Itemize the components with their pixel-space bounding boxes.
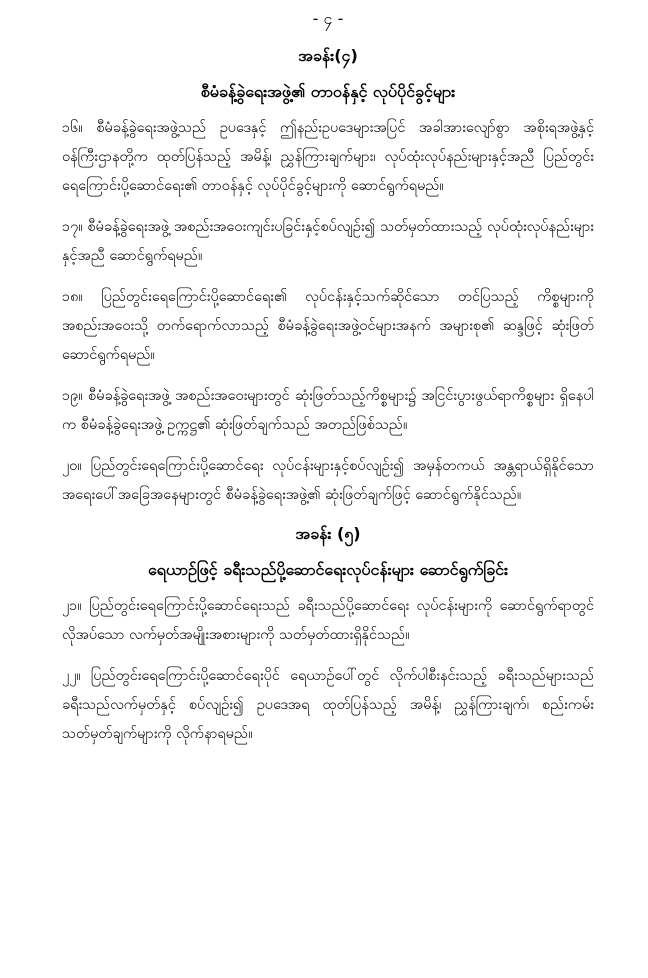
chapter-heading: အခန်း (၅) bbox=[295, 524, 361, 543]
paragraph-18: ၁၈။ ပြည်တွင်းရေကြောင်းပို့ဆောင်ရေး၏ လုပ်ငန်းနှင့်သက်ဆိုင်သော တင်ပြသည့် ကိစ္စများကို အစည်းအဝေးသို့ တက်ရောက်လာသည့် စီမံခန့်ခွဲရေးအဖွဲ့ဝင်များအနက် အများစု၏ ဆန္ဒဖြင့် ဆုံးဖြတ်ဆောင်ရွက်ရမည်။ bbox=[62, 289, 594, 363]
chapter-4 bbox=[62, 44, 594, 510]
chapter-5 bbox=[62, 522, 594, 749]
paragraph-16: ၁၆။ စီမံခန့်ခွဲရေးအဖွဲ့သည် ဥပဒေနှင့် ဤနည်းဥပဒေများအပြင် အခါအားလျော်စွာ အစိုးရအဖွဲ့နှင့် ဝန်ကြီးဌာနတို့က ထုတ်ပြန်သည့် အမိန့်၊ ညွှန်ကြားချက်များ၊ လုပ်ထုံးလုပ်နည်းများနှင့်အညီ ပြည်တွင်းရေကြောင်းပို့ဆောင်ရေး၏ တာဝန်နှင့် လုပ်ပိုင်ခွင့်များကို ဆောင်ရွက်ရမည်။ bbox=[62, 120, 594, 194]
paragraph-20: ၂၀။ ပြည်တွင်းရေကြောင်းပို့ဆောင်ရေး လုပ်ငန်းများနှင့်စပ်လျဉ်း၍ အမှန်တကယ် အန္တရာယ်ရှိနိုင်သော အရေးပေါ်အခြေအနေများတွင် စီမံခန့်ခွဲရေးအဖွဲ့၏ ဆုံးဖြတ်ချက်ဖြင့် ဆောင်ရွက်နိုင်သည်။ bbox=[62, 458, 594, 503]
chapter-title: ရေယာဉ်ဖြင့် ခရီးသည်ပို့ဆောင်ရေးလုပ်ငန်းများ ဆောင်ရွက်ခြင်း bbox=[147, 560, 509, 579]
page-number: - ၄ - bbox=[312, 9, 344, 28]
chapter-title: စီမံခန့်ခွဲရေးအဖွဲ့၏ တာဝန်နှင့် လုပ်ပိုင်ခွင့်များ bbox=[200, 82, 456, 101]
paragraph-17: ၁၇။ စီမံခန့်ခွဲရေးအဖွဲ့ အစည်းအဝေးကျင်းပခြင်းနှင့်စပ်လျဉ်း၍ သတ်မှတ်ထားသည့် လုပ်ထုံးလုပ်နည်းများနှင့်အညီ ဆောင်ရွက်ရမည်။ bbox=[62, 219, 594, 264]
paragraph-21: ၂၁။ ပြည်တွင်းရေကြောင်းပို့ဆောင်ရေးသည် ခရီးသည်ပို့ဆောင်ရေး လုပ်ငန်းများကို ဆောင်ရွက်ရာတွင် လိုအပ်သော လက်မှတ်အမျိုးအစားများကို သတ်မှတ်ထားရှိနိုင်သည်။ bbox=[62, 598, 594, 643]
paragraph-19: ၁၉။ စီမံခန့်ခွဲရေးအဖွဲ့ အစည်းအဝေးများတွင် ဆုံးဖြတ်သည့်ကိစ္စများ၌ အငြင်းပွားဖွယ်ရာကိစ္စများ ရှိနေပါက စီမံခန့်ခွဲရေးအဖွဲ့ ဥက္ကဋ္ဌ၏ ဆုံးဖြတ်ချက်သည် အတည်ဖြစ်သည်။ bbox=[62, 388, 594, 433]
chapter-heading: အခန်း(၄) bbox=[298, 46, 358, 65]
paragraph-22: ၂၂။ ပြည်တွင်းရေကြောင်းပို့ဆောင်ရေးပိုင် ရေယာဉ်ပေါ်တွင် လိုက်ပါစီးနင်းသည့် ခရီးသည်များသည် ခရီးသည်လက်မှတ်နှင့် စပ်လျဉ်း၍ ဥပဒေအရ ထုတ်ပြန်သည့် အမိန့်၊ ညွှန်ကြားချက်၊ စည်းကမ်း သတ်မှတ်ချက်များကို လိုက်နာရမည်။ bbox=[62, 668, 594, 742]
